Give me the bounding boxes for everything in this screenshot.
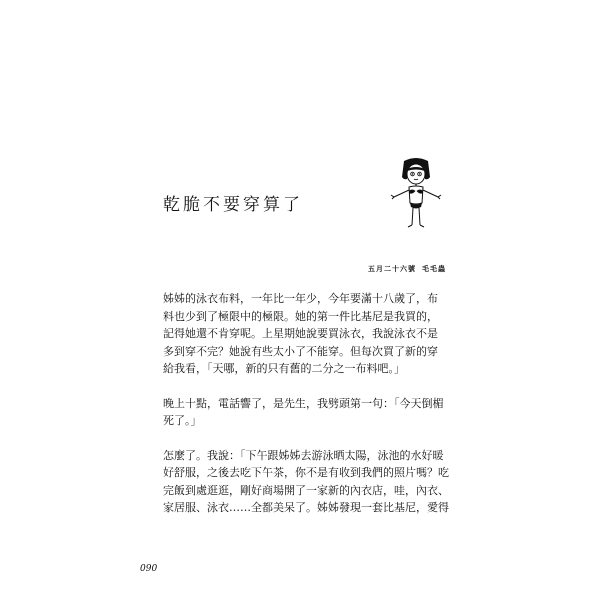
- text-line: 姊姊的泳衣布料，一年比一年少，今年要滿十八歲了，布: [163, 292, 438, 305]
- text-line: 晚上十點，電話響了，是先生，我劈頭第一句：「今天倒楣: [163, 396, 444, 410]
- text-line: 家居服、泳衣……全都美呆了。姊姊發現一套比基尼，愛得: [163, 501, 449, 514]
- paragraph: [163, 395, 449, 430]
- byline-author: 毛毛蟲: [422, 265, 446, 273]
- chapter-title: 乾脆不要穿算了: [163, 195, 303, 215]
- text-line: 怎麼了。我說：「下午跟姊姊去游泳晒太陽，泳池的水好暖: [163, 448, 444, 462]
- text-line: 好舒服，之後去吃下午茶，你不是有收到我們的照片嗎？吃: [163, 466, 449, 479]
- paragraph: [163, 290, 449, 378]
- body-text: [163, 290, 449, 534]
- text-line: 記得她還不肯穿呢。上星期她說要買泳衣，我說泳衣不是: [163, 327, 438, 340]
- text-line: 死了。」: [163, 414, 202, 427]
- text-line: 多到穿不完？她說有些太小了不能穿。但每次買了新的穿: [163, 344, 438, 358]
- byline: [362, 264, 446, 274]
- byline-date: 五月二十六號: [368, 265, 416, 273]
- text-line: 完飯到處逛逛，剛好商場開了一家新的內衣店，哇，內衣、: [163, 483, 449, 497]
- page-number: 090: [140, 564, 158, 574]
- paragraph: [163, 447, 449, 517]
- text-line: 給我看，「天哪，新的只有舊的二分之一布料吧。」: [163, 362, 405, 375]
- girl-in-bikini-icon: [388, 157, 444, 231]
- text-line: 料也少到了極限中的極限。她的第一件比基尼是我買的，: [163, 309, 438, 323]
